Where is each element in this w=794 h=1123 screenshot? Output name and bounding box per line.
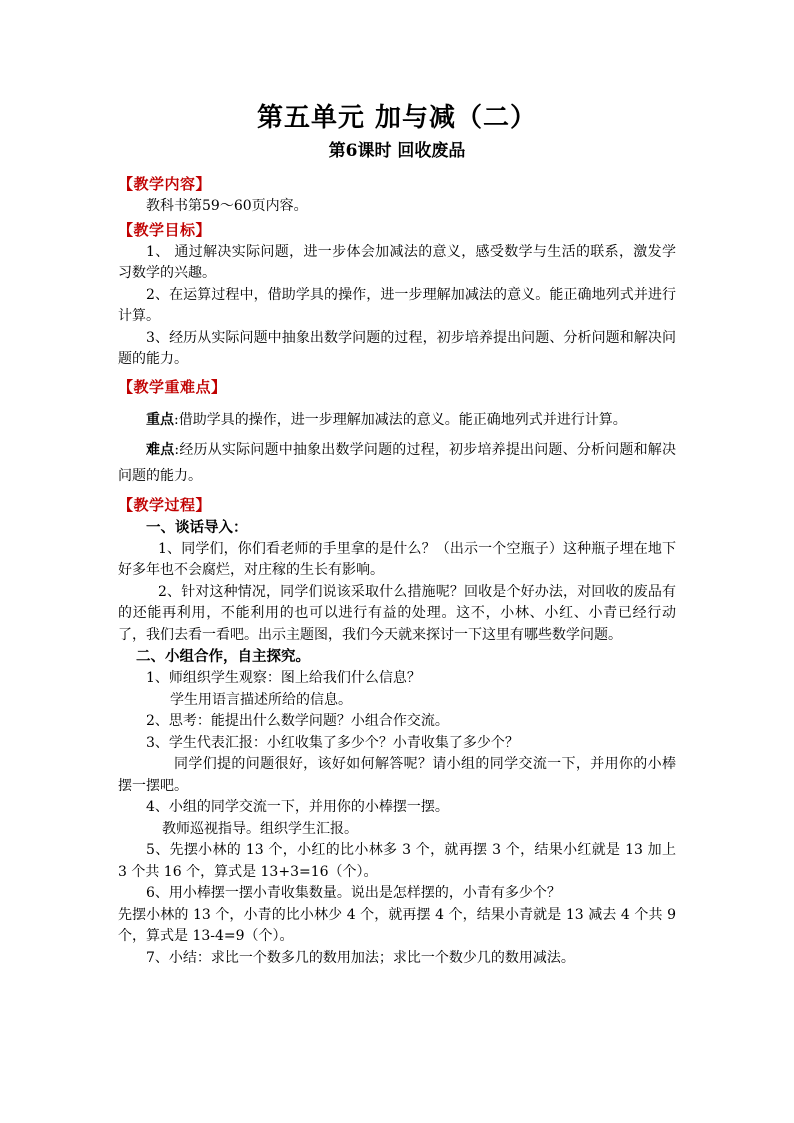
goal-item-1: 1、 通过解决实际问题，进一步体会加减法的意义，感受数学与生活的联系，激发学习数学的兴趣。 (118, 243, 676, 281)
step-7: 7、小结：求比一个数多几的数用加法；求比一个数少几的数用减法。 (146, 949, 575, 966)
step-5: 5、先摆小林的 13 个，小红的比小林多 3 个，就再摆 3 个，结果小红就是 13 加上 3 个共 16 个，算式是 13+3=16（个）。 (118, 842, 676, 880)
step-3-detail: 同学们提的问题很好，该好如何解答呢？请小组的同学交流一下，并用你的小棒摆一摆吧。 (118, 756, 676, 794)
difficulty-label: 难点 (146, 441, 175, 458)
step-2: 2、思考：能提出什么数学问题？小组合作交流。 (146, 713, 449, 729)
unit-title: 第五单元 加与减（二） (256, 103, 538, 133)
difficulty-paragraph (118, 437, 676, 489)
content-text: 教科书第59～60页内容。 (146, 198, 308, 214)
section-heading-content: 【教学内容】 (118, 175, 212, 193)
step-3: 3、学生代表汇报：小红收集了多少个？小青收集了多少个？ (146, 734, 519, 751)
step-4: 4、小组的同学交流一下，并用你的小棒摆一摆。 (146, 799, 449, 815)
lesson-subtitle: 第6课时 回收废品 (328, 141, 466, 161)
step-1: 1、师组织学生观察：图上给我们什么信息？ (146, 670, 421, 686)
step-1-detail: 学生用语言描述所给的信息。 (170, 691, 352, 708)
step-6: 6、用小棒摆一摆小青收集数量。说出是怎样摆的，小青有多少个？ (146, 885, 561, 901)
step-4-detail: 教师巡视指导。组织学生汇报。 (162, 820, 358, 837)
focus-paragraph (118, 407, 676, 433)
section-heading-goals: 【教学目标】 (118, 220, 212, 239)
part1-paragraph-1: 1、同学们，你们看老师的手里拿的是什么？（出示一个空瓶子）这种瓶子埋在地下好多年也不会腐烂，对庄稼的生长有影响。 (118, 540, 676, 578)
part1-paragraph-2: 2、针对这种情况，同学们说该采取什么措施呢？回收是个好办法，对回收的废品有的还能再利用，不能利用的也可以进行有益的处理。这不，小林、小红、小青已经行动了，我们去看一看吧。出示主题图，我们今天就来探讨一下这里有哪些数学问题。 (118, 583, 676, 643)
section-heading-keypoints: 【教学重难点】 (118, 377, 227, 396)
lesson-plan-page (118, 100, 676, 969)
part2-title: 二、小组合作，自主探究。 (136, 648, 310, 665)
difficulty-text: :经历从实际问题中抽象出数学问题的过程，初步培养提出问题、分析问题和解决问题的能力。 (118, 441, 677, 484)
focus-label: 重点 (146, 411, 174, 428)
focus-text: :借助学具的操作，进一步理解加减法的意义。能正确地列式并进行计算。 (174, 411, 627, 428)
goal-item-3: 3、经历从实际问题中抽象出数学问题的过程，初步培养提出问题、分析问题和解决问题的能力。 (118, 329, 676, 367)
section-heading-process: 【教学过程】 (118, 495, 212, 514)
goal-item-2: 2、在运算过程中，借助学具的操作，进一步理解加减法的意义。能正确地列式并进行计算。 (118, 286, 676, 324)
step-6-detail: 先摆小林的 13 个，小青的比小林少 4 个，就再摆 4 个，结果小青就是 13 减去 4 个共 9 个，算式是 13-4=9（个）。 (118, 906, 676, 944)
part1-title: 一、谈话导入： (146, 518, 248, 536)
